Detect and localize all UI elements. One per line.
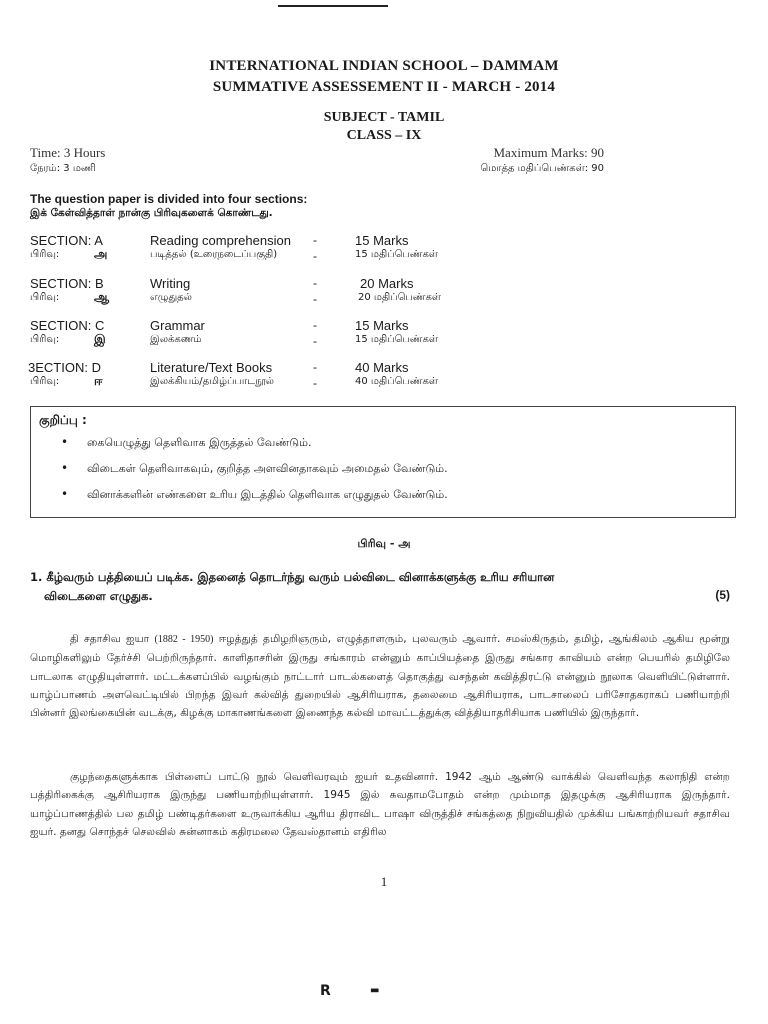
section-description: Literature/Text Books bbox=[150, 360, 273, 375]
section-name: SECTION: C bbox=[30, 318, 105, 333]
separator: - bbox=[313, 360, 317, 374]
section-name: SECTION: B bbox=[30, 276, 104, 291]
separator: - bbox=[313, 376, 317, 390]
section-marks-tamil: 40 மதிப்பெண்கள் bbox=[355, 376, 438, 387]
instructions-box bbox=[30, 406, 736, 518]
section-marks-tamil: 15 மதிப்பெண்கள் bbox=[355, 249, 438, 260]
question-1-marks: (5) bbox=[715, 588, 730, 602]
top-rule bbox=[278, 5, 388, 7]
section-marks-tamil: 20 மதிப்பெண்கள் bbox=[358, 292, 441, 303]
passage-paragraph-2: குழந்தைகளுக்காக பிள்ளைப் பாட்டு நூல் வெளிவரவும் ஐயர் உதவினார். 1942 ஆம் ஆண்டு வாக்கில் வெளிவந்த கலாநிதி என்ற பத்திரிகைக்கு ஆசிரியராக இருந்து பணியாற்றியுள்ளார். 1945 இல் சுவதாமபோதம் என்ற மும்மாத இதழுக்கு ஆசிரியராக இருந்தார். யாழ்ப்பாணத்தில் பல தமிழ் பண்டிதர்களை உருவாக்கிய ஆரிய திராவிட பாஷா விருத்திச் சங்கத்தை நிறுவியதில் முக்கிய பங்காற்றியவர் சதாசிவ ஐயர். தனது சொந்தச் செலவில் சுன்னாகம் கதிரமலை தேவஸ்தானம் எதிரில bbox=[30, 771, 730, 838]
time-tamil: நேரம்: 3 மணி bbox=[30, 163, 96, 174]
section-c-row bbox=[30, 318, 730, 348]
section-name-tamil: பிரிவு: bbox=[30, 249, 60, 260]
instructions-title: குறிப்பு : bbox=[39, 413, 87, 427]
section-b-row bbox=[30, 276, 730, 306]
section-letter: ஆ bbox=[94, 290, 110, 304]
max-marks-english: Maximum Marks: 90 bbox=[493, 145, 604, 160]
section-name-tamil: பிரிவு: bbox=[30, 334, 60, 345]
section-description-tamil: படித்தல் (உரைநடைப்பகுதி) bbox=[150, 249, 278, 260]
time-english: Time: 3 Hours bbox=[30, 145, 106, 160]
school-name: INTERNATIONAL INDIAN SCHOOL – DAMMAM bbox=[209, 58, 559, 74]
section-description-tamil: இலக்கணம் bbox=[150, 334, 202, 345]
section-letter: ஈ bbox=[94, 374, 103, 388]
instruction-item bbox=[61, 435, 311, 451]
separator: - bbox=[313, 249, 317, 263]
sections-intro-english: The question paper is divided into four sections: bbox=[30, 192, 308, 206]
sections-intro-tamil: இக் கேள்வித்தாள் நான்கு பிரிவுகளைக் கொண்டது. bbox=[30, 207, 273, 219]
section-description: Grammar bbox=[150, 318, 205, 333]
bullet-icon: • bbox=[61, 435, 69, 449]
instruction-text: விடைகள் தெளிவாகவும், குறித்த அளவினதாகவும் அமைதல் வேண்டும். bbox=[87, 462, 448, 475]
bullet-icon: • bbox=[61, 487, 69, 501]
page-number: 1 bbox=[380, 874, 388, 889]
instruction-item bbox=[61, 461, 448, 477]
separator: - bbox=[313, 334, 317, 348]
instruction-text: வினாக்களின் எண்களை உரிய இடத்தில் தெளிவாக எழுதுதல் வேண்டும். bbox=[87, 488, 448, 501]
class-title: CLASS – IX bbox=[346, 128, 422, 143]
section-description-tamil: எழுதுதல் bbox=[150, 292, 192, 303]
section-name: 3ECTION: D bbox=[28, 360, 101, 375]
section-marks: 15 Marks bbox=[355, 318, 409, 333]
question-1-line2: விடைகளை எழுதுக. bbox=[44, 589, 153, 603]
instruction-item bbox=[61, 487, 448, 503]
section-marks-tamil: 15 மதிப்பெண்கள் bbox=[355, 334, 438, 345]
subject-title: SUBJECT - TAMIL bbox=[323, 110, 445, 125]
section-a-row bbox=[30, 233, 730, 263]
question-1 bbox=[30, 570, 730, 605]
separator: - bbox=[313, 318, 317, 332]
section-description-tamil: இலக்கியம்/தமிழ்ப்பாடநூல் bbox=[150, 376, 274, 387]
separator: - bbox=[313, 233, 317, 247]
section-d-row bbox=[30, 360, 730, 390]
scan-mark-icon: R bbox=[320, 983, 331, 999]
passage-years: (1882 - 1950) bbox=[154, 634, 214, 645]
passage-paragraph-1 bbox=[30, 630, 730, 722]
question-1-line1: 1. கீழ்வரும் பத்தியைப் படிக்க. இதனைத் தொடர்ந்து வரும் பல்விடை வினாக்களுக்கு உரிய சரியான bbox=[30, 570, 555, 584]
section-name-tamil: பிரிவு: bbox=[30, 376, 60, 387]
section-letter: இ bbox=[94, 332, 106, 346]
section-marks: 20 Marks bbox=[360, 276, 414, 291]
scan-dash-icon: ▬ bbox=[370, 985, 380, 996]
exam-title: SUMMATIVE ASSESSEMENT II - MARCH - 2014 bbox=[212, 79, 556, 95]
section-description: Reading comprehension bbox=[150, 233, 291, 248]
section-name: SECTION: A bbox=[30, 233, 103, 248]
section-description: Writing bbox=[150, 276, 191, 291]
section-marks: 40 Marks bbox=[355, 360, 409, 375]
max-marks-tamil: மொத்த மதிப்பெண்கள்: 90 bbox=[480, 163, 604, 174]
section-marks: 15 Marks bbox=[355, 233, 409, 248]
instruction-text: கையெழுத்து தெளிவாக இருத்தல் வேண்டும். bbox=[87, 436, 312, 449]
bullet-icon: • bbox=[61, 461, 69, 475]
section-name-tamil: பிரிவு: bbox=[30, 292, 60, 303]
separator: - bbox=[313, 276, 317, 290]
part-heading: பிரிவு - அ bbox=[357, 537, 411, 550]
passage-start: தி சதாசிவ ஐயா bbox=[70, 633, 155, 645]
passage-text: ஈழத்துத் தமிழறிஞரும், எழுத்தாளரும், புலவரும் ஆவார். சமஸ்கிருதம், தமிழ், ஆங்கிலம் ஆகிய மூன்று மொழிகளிலும் தேர்ச்சி பெற்றிருந்தார். காளிதாசரின் இருது சங்காரம் என்னும் காப்பியத்தை இருது சங்கார காவியம் என்ற பெயரில் தமிழிலே பாடலாக எழுதியுள்ளார். மட்டக்களப்பில் வழங்கும் நாட்டார் பாடல்களைத் தொகுத்து வசந்தன் கவித்திரட்டு என்னும் நூலாக வெளியிட்டுள்ளார். யாழ்ப்பாணம் அளவெட்டியில் பிறந்த இவர் கல்வித் துறையில் ஆசிரியராக, தலைமை ஆசிரியராக, பாடசாலைப் பரிசோதகராகப் பணியாற்றி பின்னர் இலங்கையின் வடக்கு, கிழக்கு மாகாணங்களை இணைந்த கல்வி மாவட்டத்துக்கு வித்தியாதரிசியாக பணியில் இருந்தார். bbox=[30, 633, 730, 720]
separator: - bbox=[313, 292, 317, 306]
section-letter: அ bbox=[94, 247, 108, 261]
